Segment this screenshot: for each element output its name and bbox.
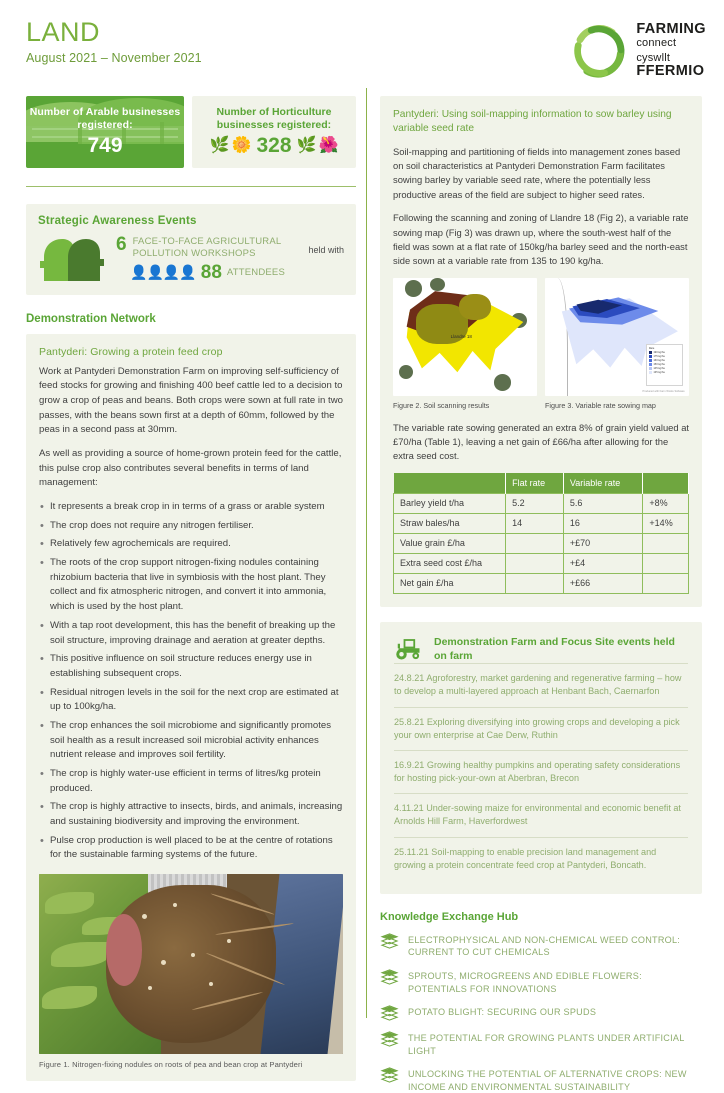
left-column (26, 96, 356, 1081)
layers-stack-icon (380, 1066, 399, 1083)
list-item: • The crop is highly water-use efficient in terms of litres/kg protein produced. (39, 767, 343, 796)
knowledge-hub-heading: Knowledge Exchange Hub (380, 910, 519, 923)
nodule-dot (161, 960, 166, 965)
table-header-cell: Flat rate (506, 473, 564, 494)
list-item: • Pulse crop production is well placed to be at the centre of rotations for the sustainable farming systems of the future. (39, 834, 343, 863)
variable-rate-sowing-map-image (545, 278, 689, 396)
list-item: • Relatively few agrochemicals are required. (39, 537, 343, 552)
layers-stack-icon (380, 1030, 399, 1047)
stat-card-arable (26, 96, 184, 168)
list-item: • The roots of the crop support nitrogen-fixing nodules containing rhizobium bacteria that live in symbiosis with the host plant. They collect and fix atmospheric nitrogen, and convert it into ammonia, which is used by the host plant. (39, 556, 343, 615)
events-heading: Demonstration Farm and Focus Site events held on farm (434, 635, 675, 663)
table-row (394, 513, 689, 533)
knowledge-hub-item[interactable] (380, 1004, 702, 1021)
stat-card-horticulture (192, 96, 356, 168)
article-paragraph: As well as providing a source of home-grown protein feed for the cattle, this pulse crop also contributes several benefits in terms of land management: (39, 448, 342, 489)
table-header-row (394, 473, 689, 494)
table-row (394, 533, 689, 553)
table-cell: Straw bales/ha (394, 513, 506, 533)
table-cell: Net gain £/ha (394, 573, 506, 593)
soil-mapping-paragraph: Soil-mapping and partitioning of fields into management zones based on soil characteristics at Pantyderi Demonstration Farm facilitates sowing barley by variable seed rate, where the potentially less productive areas of the field are subject to higher seed rates. (393, 145, 681, 200)
nodules-photo (39, 874, 343, 1054)
event-item: 16.9.21 Growing healthy pumpkins and operating safety considerations for hosting pick-your-own at Aberbran, Brecon (394, 750, 688, 793)
soil-mapping-subhead: Pantyderi: Using soil-mapping information to sow barley using variable seed rate (393, 109, 672, 135)
knowledge-hub-item-label: POTATO BLIGHT: SECURING OUR SPUDS (408, 1007, 597, 1018)
figures-row (393, 278, 689, 410)
map-field-label: Llandre 18 (450, 334, 472, 340)
knowledge-hub-item-label: SPROUTS, MICROGREENS AND EDIBLE FLOWERS: POTENTIALS FOR INNOVATIONS (408, 971, 642, 994)
article-subhead: Pantyderi: Growing a protein feed crop (39, 345, 223, 358)
logo-line-farming: FARMING (636, 21, 706, 37)
table-row (394, 553, 689, 573)
list-item: • The crop does not require any nitrogen fertiliser. (39, 519, 343, 534)
variable-rate-results-table (393, 473, 689, 594)
knowledge-hub-item[interactable] (380, 968, 702, 995)
benefits-list (39, 500, 343, 863)
road-line (551, 278, 568, 396)
tree-blob (430, 278, 444, 291)
table-cell: +14% (643, 513, 689, 533)
table-header-cell (643, 473, 689, 494)
held-with-label: held with (308, 245, 344, 256)
legend-entry: 175 kg/ha (653, 354, 665, 358)
legend-entry: 190 kg/ha (653, 350, 665, 354)
arable-label: Number of Arable businesses registered: (29, 105, 181, 131)
table-cell: +8% (643, 493, 689, 513)
event-item: 25.8.21 Exploring diversifying into growing crops and developing a pick your own enterprise at Cae Derw, Ruthin (394, 707, 688, 750)
table-cell: Barley yield t/ha (394, 493, 506, 513)
attendee-label: ATTENDEES (226, 266, 285, 278)
workshop-type: FACE-TO-FACE AGRICULTURAL POLLUTION WORKSHOPS (132, 236, 281, 259)
knowledge-hub-item-label: THE POTENTIAL FOR GROWING PLANTS UNDER ARTIFICIAL LIGHT (408, 1033, 685, 1056)
horticulture-value: 328 (256, 134, 292, 158)
knowledge-hub-item-label: ELECTROPHYSICAL AND NON-CHEMICAL WEED CONTROL: CURRENT TO CUT CHEMICALS (408, 934, 681, 958)
legend-title: Rate (648, 346, 655, 350)
table-cell (643, 573, 689, 593)
workshop-count: 6 (116, 234, 127, 255)
event-item: 4.11.21 Under-sowing maize for environmental and economic benefit at Arnolds Hill Farm, Haverfordwest (394, 793, 688, 836)
figure-3 (545, 278, 689, 410)
pantyderi-protein-crop-panel (26, 334, 356, 1081)
logo-line-ffermio: FFERMIO (636, 63, 705, 80)
tree-blob (494, 374, 511, 391)
seedling-icon: 🌿 (296, 137, 317, 155)
list-item: • With a tap root development, this has the benefit of breaking up the soil structure, improving drainage and aeration at greater depths. (39, 619, 343, 648)
soil-scanning-map-image (393, 278, 537, 396)
attendee-count: 88 (200, 261, 222, 283)
right-column (380, 96, 702, 1093)
section-divider (26, 186, 356, 187)
table-cell (506, 533, 564, 553)
legend-entry: 150 kg/ha (653, 362, 665, 366)
soil-mapping-paragraph: Following the scanning and zoning of Llandre 18 (Fig 2), a variable rate sowing map (Fig 3) was drawn up, where the south-west half of the field was sown at a flat rate of 150kg/ha barley seed and the north-east side sown at a variable rate from 135 to 190 kg/ha. (393, 212, 689, 267)
table-header-cell (394, 473, 506, 494)
nodule-dot (142, 914, 147, 919)
table-cell: +£66 (563, 573, 643, 593)
table-cell: Extra seed cost £/ha (394, 553, 506, 573)
table-cell: 16 (563, 513, 643, 533)
list-item: • Residual nitrogen levels in the soil for the next crop are estimated at up to 100kg/ha. (39, 686, 343, 715)
strategic-awareness-panel (26, 204, 356, 295)
tree-blob (399, 365, 413, 379)
event-item: 25.11.21 Soil-mapping to enable precision land management and growing a protein concentrate feed crop at Pantyderi, Boncath. (394, 837, 688, 880)
event-item: 24.8.21 Agroforestry, market gardening and regenerative farming – how to develop a multi-layered approach at Henbant Bach, Caernarfon (394, 663, 688, 706)
table-row (394, 573, 689, 593)
table-cell (506, 553, 564, 573)
article-paragraph: Work at Pantyderi Demonstration Farm on improving self-sufficiency of feed stocks for growing and finishing 400 beef cattle led to a decision to grow a crop of peas and beans. Both crops were sown at full rate in two passes, with the beans sown first at a depth of 60mm, followed by the peas in a second pass at 30mm. (39, 365, 343, 436)
table-row (394, 493, 689, 513)
map-legend (646, 344, 683, 386)
table-cell (506, 573, 564, 593)
legend-entry: 145 kg/ha (653, 366, 665, 370)
figure-3-caption: Figure 3. Variable rate sowing map (545, 400, 656, 410)
seedling-icon: 🌿 (209, 137, 230, 155)
knowledge-hub-item[interactable] (380, 932, 702, 959)
figure-2-caption: Figure 2. Soil scanning results (393, 400, 490, 410)
map-attribution: Produced with Farm Works Software (642, 390, 685, 394)
list-item: • It represents a break crop in in terms of a grass or arable system (39, 500, 343, 515)
legend-entry: 160 kg/ha (653, 358, 665, 362)
daffodil-icon: 🌼 (231, 137, 252, 155)
people-icon-group: 👤👤👤👤 (130, 263, 196, 280)
list-item: • This positive influence on soil structure reduces energy use in establishing subsequent crops. (39, 652, 343, 681)
list-item: • The crop enhances the soil microbiome and significantly promotes soil health as a result increased soil microbial activity enhances nutrient release and improves soil fertility. (39, 719, 343, 763)
figure-1-caption: Figure 1. Nitrogen-fixing nodules on roots of pea and bean crop at Pantyderi (39, 1059, 303, 1069)
nodule-dot (173, 903, 177, 907)
mid-zone-polygon (459, 294, 491, 320)
table-header-cell: Variable rate (563, 473, 643, 494)
strategic-awareness-heading: Strategic Awareness Events (38, 215, 197, 227)
layers-stack-icon (380, 968, 399, 985)
table-cell (643, 533, 689, 553)
date-range: August 2021 – November 2021 (26, 51, 202, 66)
soil-mapping-panel (380, 96, 702, 607)
page-title: LAND (26, 17, 101, 47)
list-item: • The crop is highly attractive to insects, birds, and animals, increasing and sustaining biodiversity and improving the environment. (39, 800, 343, 829)
tree-blob (405, 280, 422, 297)
legend-entry: 135 kg/ha (653, 370, 665, 374)
stats-row (26, 96, 356, 168)
hand-region (106, 914, 142, 986)
farming-connect-swirl-icon (571, 23, 627, 79)
logo-line-cyswllt: cyswllt (636, 51, 671, 64)
demonstration-network-heading: Demonstration Network (26, 312, 156, 325)
column-divider (366, 88, 367, 1018)
layers-stack-icon (380, 932, 399, 949)
horticulture-label: Number of Horticulture businesses registered: (216, 105, 332, 131)
table-cell: 14 (506, 513, 564, 533)
layers-stack-icon (380, 1004, 399, 1021)
logo-wordmark (636, 22, 706, 80)
arable-value: 749 (87, 134, 123, 158)
table-cell: 5.6 (563, 493, 643, 513)
table-cell: +£70 (563, 533, 643, 553)
results-paragraph: The variable rate sowing generated an extra 8% of grain yield valued at £70/ha (Table 1), leaving a net gain of £66/ha after allowing for the extra seed cost. (393, 421, 690, 462)
knowledge-hub-item[interactable] (380, 1030, 702, 1057)
brand-logo (571, 22, 706, 80)
logo-line-connect: connect (636, 36, 677, 49)
tractor-icon (394, 637, 424, 661)
figure-2 (393, 278, 537, 410)
two-heads-icon (38, 235, 110, 281)
table-cell: 5.2 (506, 493, 564, 513)
page-header (26, 18, 202, 65)
events-panel (380, 622, 702, 894)
table-cell (643, 553, 689, 573)
flower-icon: 🌺 (318, 137, 339, 155)
knowledge-hub-item-label: UNLOCKING THE POTENTIAL OF ALTERNATIVE CROPS: NEW INCOME AND ENVIRONMENTAL SUSTAINABILITY (408, 1069, 687, 1092)
table-cell: +£4 (563, 553, 643, 573)
table-cell: Value grain £/ha (394, 533, 506, 553)
knowledge-hub-item[interactable] (380, 1066, 702, 1093)
